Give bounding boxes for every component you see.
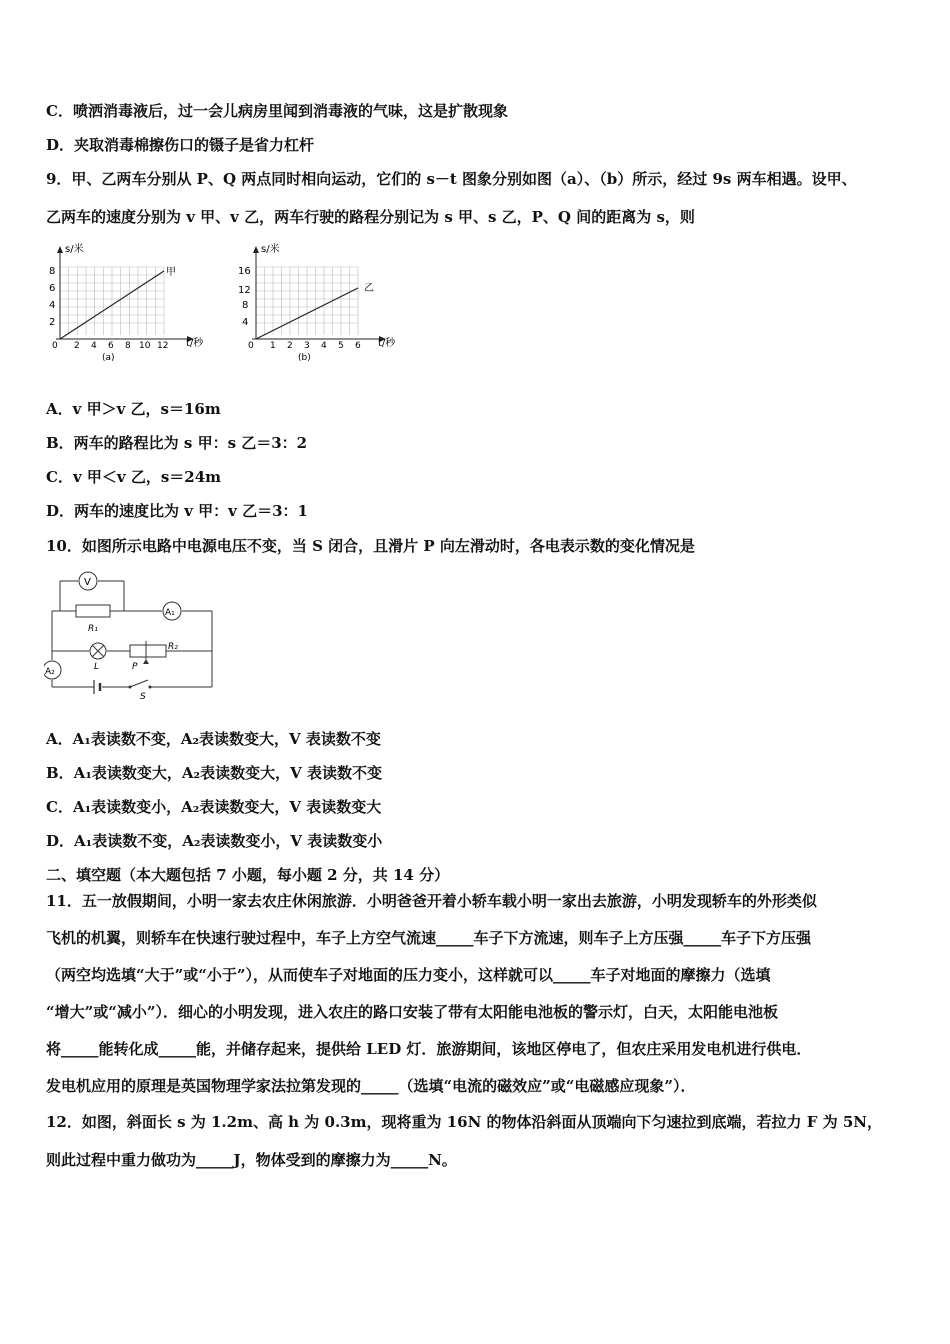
q11-line1: 11．五一放假期间，小明一家去农庄休闲旅游．小明爸爸开着小轿车载小明一家出去旅游，小明发现轿车的外形类似 <box>46 892 817 910</box>
r2-label: R₂ <box>168 642 178 652</box>
q10-option-c: C．A₁表读数变小，A₂表读数变大，V 表读数变大 <box>46 798 382 816</box>
q9-option-b: B．两车的路程比为 s 甲：s 乙＝3：2 <box>46 434 308 452</box>
q10-option-a: A．A₁表读数不变，A₂表读数变大，V 表读数不变 <box>46 730 381 748</box>
graph-a-xtick: 8 <box>125 341 131 351</box>
ammeter-a1-label: A₁ <box>165 608 175 618</box>
q9-option-c: C．v 甲＜v 乙，s＝24m <box>46 468 222 486</box>
graph-a-ytick: 6 <box>49 283 56 294</box>
graph-a-ytick: 8 <box>49 266 56 277</box>
q9-option-a: A．v 甲＞v 乙，s＝16m <box>46 400 221 418</box>
graph-b-ytick: 16 <box>238 266 251 277</box>
graph-b-xtick: 2 <box>287 341 293 351</box>
graph-b-caption: (b) <box>298 353 311 363</box>
resistor-r1 <box>76 605 110 617</box>
graph-a-grid <box>60 267 164 335</box>
graph-a-ytick: 2 <box>49 317 56 328</box>
graph-a-ytick: 4 <box>49 300 56 311</box>
ammeter-a2-label: A₂ <box>45 667 55 677</box>
graph-b-series-label: 乙 <box>364 283 374 294</box>
q12-line2: 则此过程中重力做功为_____J，物体受到的摩擦力为_____N。 <box>46 1151 457 1169</box>
graph-a-svg <box>40 240 215 365</box>
graph-b-xtick: 3 <box>304 341 310 351</box>
rheostat-r2 <box>130 645 166 657</box>
graph-a-series-label: 甲 <box>166 267 176 278</box>
q10-option-b: B．A₁表读数变大，A₂表读数变大，V 表读数不变 <box>46 764 382 782</box>
graph-b-ylabel: s/米 <box>261 244 280 255</box>
graph-b-ytick: 8 <box>242 300 249 311</box>
q11-line4: “增大”或“减小”）．细心的小明发现，进入农庄的路口安装了带有太阳能电池板的警示灯，白天，太阳能电池板 <box>46 1003 779 1021</box>
q12-line1: 12．如图，斜面长 s 为 1.2m、高 h 为 0.3m，现将重为 16N 的物体沿斜面从顶端向下匀速拉到底端，若拉力 F 为 5N， <box>46 1113 882 1131</box>
q9-stem-line2: 乙两车的速度分别为 v 甲、v 乙，两车行驶的路程分别记为 s 甲、s 乙，P、Q 间的距离为 s，则 <box>46 208 695 226</box>
graph-b-ytick: 4 <box>242 317 249 328</box>
graph-a-xtick: 0 <box>52 341 58 351</box>
q11-line5: 将_____能转化成_____能，并储存起来，提供给 LED 灯．旅游期间，该地区停电了，但农庄采用发电机进行供电． <box>46 1040 812 1058</box>
graph-a-ylabel: s/米 <box>65 244 84 255</box>
graph-b-xtick: 1 <box>270 341 276 351</box>
graph-a-xtick: 12 <box>157 341 169 351</box>
q8-option-c: C．喷洒消毒液后，过一会儿病房里闻到消毒液的气味，这是扩散现象 <box>46 102 508 120</box>
switch-label: S <box>140 692 146 702</box>
slider-label: P <box>132 662 138 672</box>
circuit-diagram <box>44 565 216 707</box>
graph-b-svg <box>230 240 410 365</box>
graph-a-xtick: 2 <box>74 341 80 351</box>
graph-a <box>40 240 215 369</box>
graph-b-xtick: 0 <box>248 341 254 351</box>
q11-line6: 发电机应用的原理是英国物理学家法拉第发现的_____（选填“电流的磁效应”或“电磁感应现象”）． <box>46 1077 696 1095</box>
lamp-label: L <box>94 662 100 672</box>
graph-b-xlabel: t/秒 <box>378 338 396 349</box>
q11-line2: 飞机的机翼，则轿车在快速行驶过程中，车子上方空气流速_____车子下方流速，则车子上方压强_____车子下方压强 <box>46 929 812 947</box>
graph-a-xtick: 10 <box>139 341 151 351</box>
graph-a-xtick: 4 <box>91 341 97 351</box>
q9-option-d: D．两车的速度比为 v 甲：v 乙＝3：1 <box>46 502 308 520</box>
graph-a-xlabel: t/秒 <box>186 338 204 349</box>
graph-b-xtick: 4 <box>321 341 327 351</box>
circuit-svg <box>44 565 216 703</box>
q10-stem: 10．如图所示电路中电源电压不变，当 S 闭合，且滑片 P 向左滑动时，各电表示数的变化情况是 <box>46 537 695 555</box>
graph-b-grid <box>256 267 358 335</box>
graph-b-xtick: 5 <box>338 341 344 351</box>
graph-a-caption: (a) <box>102 353 115 363</box>
q9-stem-line1: 9．甲、乙两车分别从 P、Q 两点同时相向运动，它们的 s－t 图象分别如图（a）、（b）所示，经过 9s 两车相遇。设甲、 <box>46 170 857 188</box>
q10-option-d: D．A₁表读数不变，A₂表读数变小，V 表读数变小 <box>46 832 383 850</box>
graph-b-ytick: 12 <box>238 285 251 296</box>
voltmeter-label: V <box>84 577 91 588</box>
r1-label: R₁ <box>88 624 98 634</box>
section-fill-in-title: 二、填空题（本大题包括 7 小题，每小题 2 分，共 14 分） <box>46 866 450 884</box>
q11-line3: （两空均选填“大于”或“小于”），从而使车子对地面的压力变小，这样就可以_____车子对地面的摩擦力（选填 <box>46 966 771 984</box>
graph-a-xtick: 6 <box>108 341 114 351</box>
q8-option-d: D．夹取消毒棉擦伤口的镊子是省力杠杆 <box>46 136 315 154</box>
graph-b <box>230 240 410 369</box>
graph-b-xtick: 6 <box>355 341 361 351</box>
